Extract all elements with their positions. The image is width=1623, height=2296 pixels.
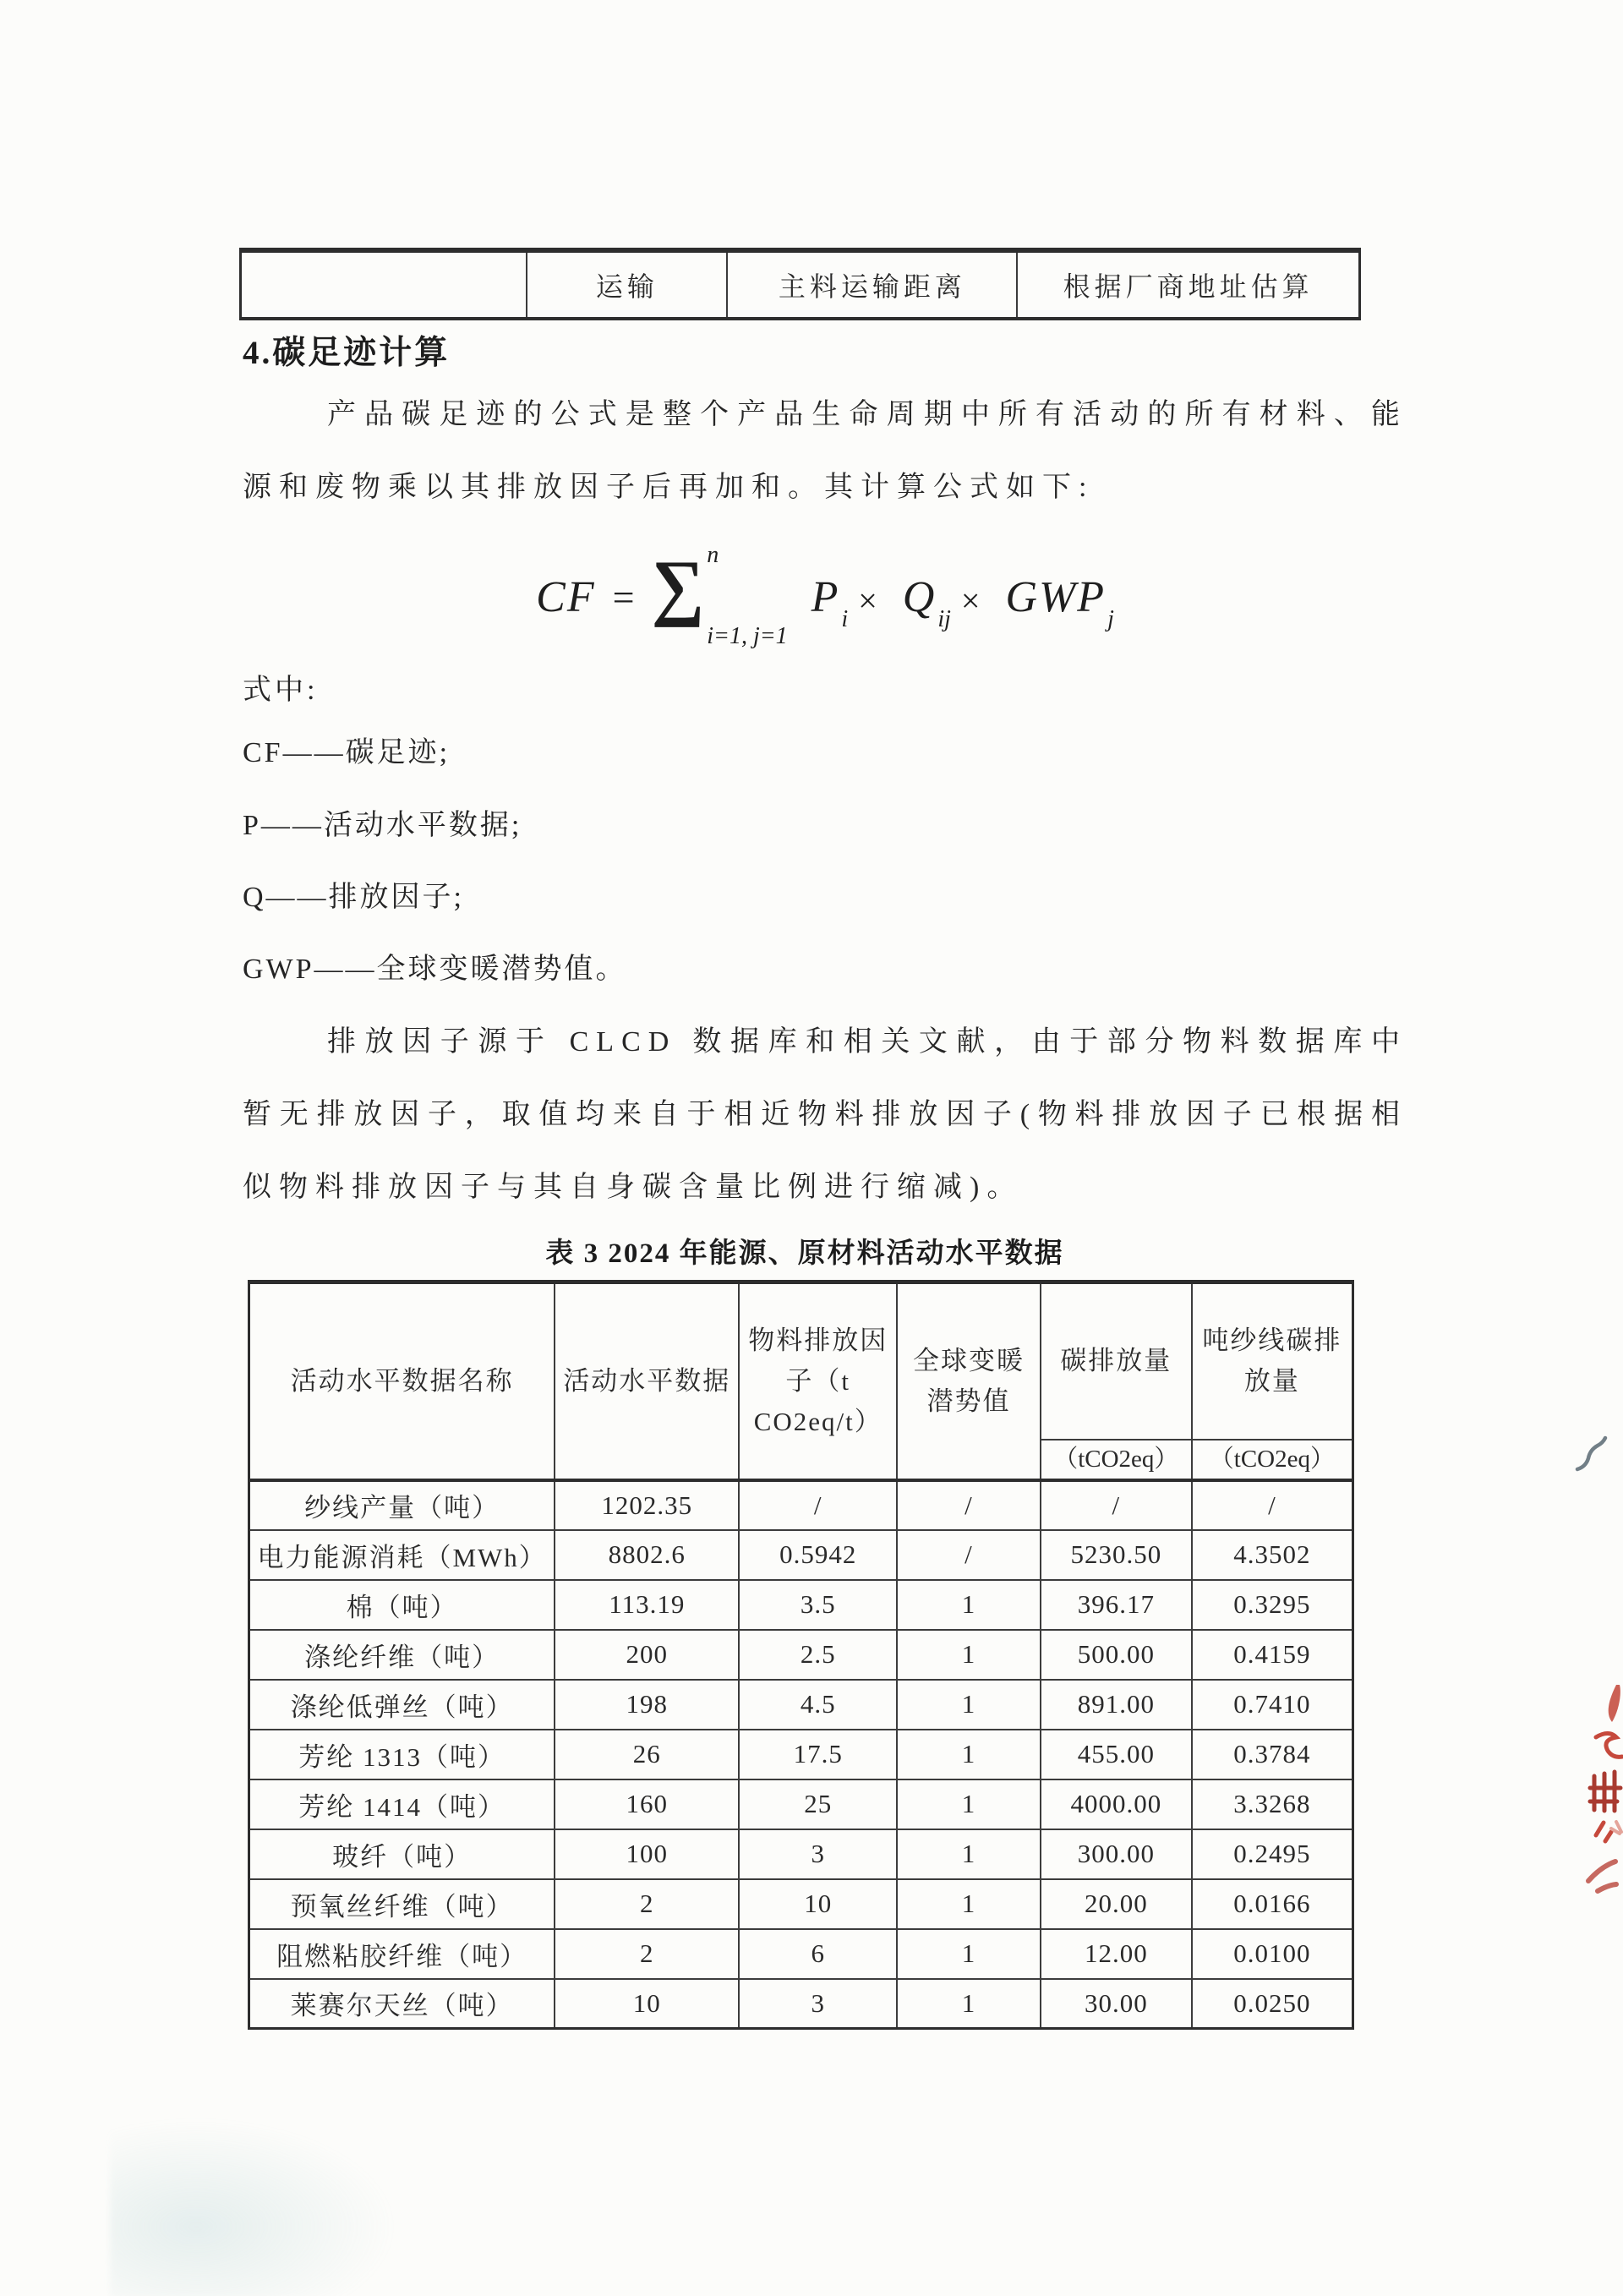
value-cell: / — [1192, 1480, 1353, 1530]
row-label-cell: 芳纶 1313（吨） — [249, 1730, 555, 1779]
value-cell: / — [1041, 1480, 1192, 1530]
value-cell: 4000.00 — [1041, 1779, 1192, 1829]
table-row — [249, 1829, 1353, 1879]
value-cell: / — [897, 1480, 1041, 1530]
table-cell-estimate: 根据厂商地址估算 — [1017, 250, 1359, 319]
table-row — [249, 1929, 1353, 1979]
value-cell: 0.3784 — [1192, 1730, 1353, 1779]
formula-term-q: Q ij — [902, 572, 951, 632]
value-cell: 0.0166 — [1192, 1879, 1353, 1929]
table-row — [241, 250, 1360, 319]
row-label-cell: 玻纤（吨） — [249, 1829, 555, 1879]
value-cell: 20.00 — [1041, 1879, 1192, 1929]
formula-term-gwp: GWP j — [1005, 572, 1114, 632]
value-cell: 4.5 — [739, 1680, 897, 1730]
value-cell: 4.3502 — [1192, 1530, 1353, 1580]
table-row — [249, 1680, 1353, 1730]
value-cell: 0.0100 — [1192, 1929, 1353, 1979]
value-cell: 2 — [555, 1929, 739, 1979]
value-cell: 396.17 — [1041, 1580, 1192, 1630]
scan-smudge — [110, 2118, 397, 2296]
header-cell-gwp: 全球变暖潜势值 — [897, 1282, 1041, 1480]
value-cell: 3.3268 — [1192, 1779, 1353, 1829]
value-cell: 2 — [555, 1879, 739, 1929]
value-cell: 1 — [897, 1730, 1041, 1779]
value-cell: 300.00 — [1041, 1829, 1192, 1879]
value-cell: 1 — [897, 1829, 1041, 1879]
row-label-cell: 阻燃粘胶纤维（吨） — [249, 1929, 555, 1979]
formula-term-p: P i — [811, 572, 849, 632]
row-label-cell: 莱赛尔天丝（吨） — [249, 1979, 555, 2029]
value-cell: 1 — [897, 1779, 1041, 1829]
table-row — [249, 1730, 1353, 1779]
table-cell-transport: 运输 — [527, 250, 727, 319]
activity-level-data-table — [248, 1280, 1354, 2030]
header-cell-emissions: 碳排放量 — [1041, 1282, 1192, 1440]
table-row — [249, 1879, 1353, 1929]
value-cell: 1 — [897, 1929, 1041, 1979]
definition-line-gwp: GWP——全球变暖潜势值。 — [243, 954, 627, 985]
unit-cell-emissions: （tCO2eq） — [1041, 1440, 1192, 1480]
value-cell: 25 — [739, 1779, 897, 1829]
value-cell: 1 — [897, 1979, 1041, 2029]
value-cell: 10 — [739, 1879, 897, 1929]
table-row — [249, 1480, 1353, 1530]
value-cell: 26 — [555, 1730, 739, 1779]
value-cell: 1202.35 — [555, 1480, 739, 1530]
table-row — [249, 1979, 1353, 2029]
row-label-cell: 芳纶 1414（吨） — [249, 1779, 555, 1829]
formula-summation — [651, 542, 788, 649]
table-row — [249, 1580, 1353, 1630]
value-cell: 0.7410 — [1192, 1680, 1353, 1730]
table-row — [249, 1530, 1353, 1580]
value-cell: 1 — [897, 1879, 1041, 1929]
value-cell: 113.19 — [555, 1580, 739, 1630]
value-cell: 0.4159 — [1192, 1630, 1353, 1680]
summation-limits — [707, 542, 788, 649]
definition-line-q: Q——排放因子; — [243, 882, 464, 913]
value-cell: 3 — [739, 1979, 897, 2029]
transport-info-table — [239, 248, 1361, 320]
header-cell-per-ton: 吨纱线碳排放量 — [1192, 1282, 1353, 1440]
value-cell: 455.00 — [1041, 1730, 1192, 1779]
section-heading: 4.碳足迹计算 — [243, 335, 451, 371]
value-cell: 500.00 — [1041, 1630, 1192, 1680]
carbon-footprint-formula — [243, 528, 1407, 666]
value-cell: 0.3295 — [1192, 1580, 1353, 1630]
value-cell: 12.00 — [1041, 1929, 1192, 1979]
value-cell: 6 — [739, 1929, 897, 1979]
table-cell-empty — [241, 250, 527, 319]
value-cell: 3 — [739, 1829, 897, 1879]
summation-lower-limit: i=1, j=1 — [707, 623, 788, 649]
paragraph-emission-factors: 排放因子源于 CLCD 数据库和相关文献，由于部分物料数据库中暂无排放因子，取值均来自于相近物料排放因子(物料排放因子已根据相似物料排放因子与其自身碳含量比例进行缩减)。 — [243, 1026, 1407, 1203]
unit-cell-per-ton: （tCO2eq） — [1192, 1440, 1353, 1480]
header-cell-activity: 活动水平数据 — [555, 1282, 739, 1480]
table-row — [249, 1630, 1353, 1680]
row-label-cell: 棉（吨） — [249, 1580, 555, 1630]
value-cell: 17.5 — [739, 1730, 897, 1779]
header-cell-factor: 物料排放因子（t CO2eq/t） — [739, 1282, 897, 1480]
table-row — [249, 1779, 1353, 1829]
row-label-cell: 电力能源消耗（MWh） — [249, 1530, 555, 1580]
value-cell: 10 — [555, 1979, 739, 2029]
value-cell: 30.00 — [1041, 1979, 1192, 2029]
value-cell: 2.5 — [739, 1630, 897, 1680]
formula-equals: = — [612, 575, 635, 619]
value-cell: / — [739, 1480, 897, 1530]
value-cell: 0.0250 — [1192, 1979, 1353, 2029]
paragraph-intro: 产品碳足迹的公式是整个产品生命周期中所有活动的所有材料、能源和废物乘以其排放因子后再加和。其计算公式如下: — [243, 399, 1407, 503]
multiply-sign: × — [960, 581, 981, 620]
formula-where-label: 式中: — [243, 675, 319, 706]
definition-line-cf: CF——碳足迹; — [243, 737, 451, 768]
value-cell: / — [897, 1530, 1041, 1580]
value-cell: 160 — [555, 1779, 739, 1829]
pen-scribble-mark — [1569, 1429, 1609, 1478]
table-cell-distance: 主料运输距离 — [727, 250, 1017, 319]
red-ink-marks — [1586, 1678, 1623, 1923]
value-cell: 891.00 — [1041, 1680, 1192, 1730]
summation-upper-limit: n — [707, 542, 719, 568]
row-label-cell: 预氧丝纤维（吨） — [249, 1879, 555, 1929]
row-label-cell: 纱线产量（吨） — [249, 1480, 555, 1530]
header-row — [249, 1282, 1353, 1440]
value-cell: 0.5942 — [739, 1530, 897, 1580]
value-cell: 198 — [555, 1680, 739, 1730]
value-cell: 1 — [897, 1630, 1041, 1680]
row-label-cell: 涤纶低弹丝（吨） — [249, 1680, 555, 1730]
definition-line-p: P——活动水平数据; — [243, 810, 522, 841]
formula-cf: CF — [536, 572, 596, 621]
value-cell: 100 — [555, 1829, 739, 1879]
table3-title: 表 3 2024 年能源、原材料活动水平数据 — [545, 1238, 1064, 1269]
sigma-symbol: ∑ — [651, 546, 705, 628]
header-cell-name: 活动水平数据名称 — [249, 1282, 555, 1480]
value-cell: 200 — [555, 1630, 739, 1680]
multiply-sign: × — [858, 581, 877, 620]
value-cell: 5230.50 — [1041, 1530, 1192, 1580]
row-label-cell: 涤纶纤维（吨） — [249, 1630, 555, 1680]
value-cell: 1 — [897, 1580, 1041, 1630]
value-cell: 8802.6 — [555, 1530, 739, 1580]
value-cell: 1 — [897, 1680, 1041, 1730]
value-cell: 3.5 — [739, 1580, 897, 1630]
value-cell: 0.2495 — [1192, 1829, 1353, 1879]
